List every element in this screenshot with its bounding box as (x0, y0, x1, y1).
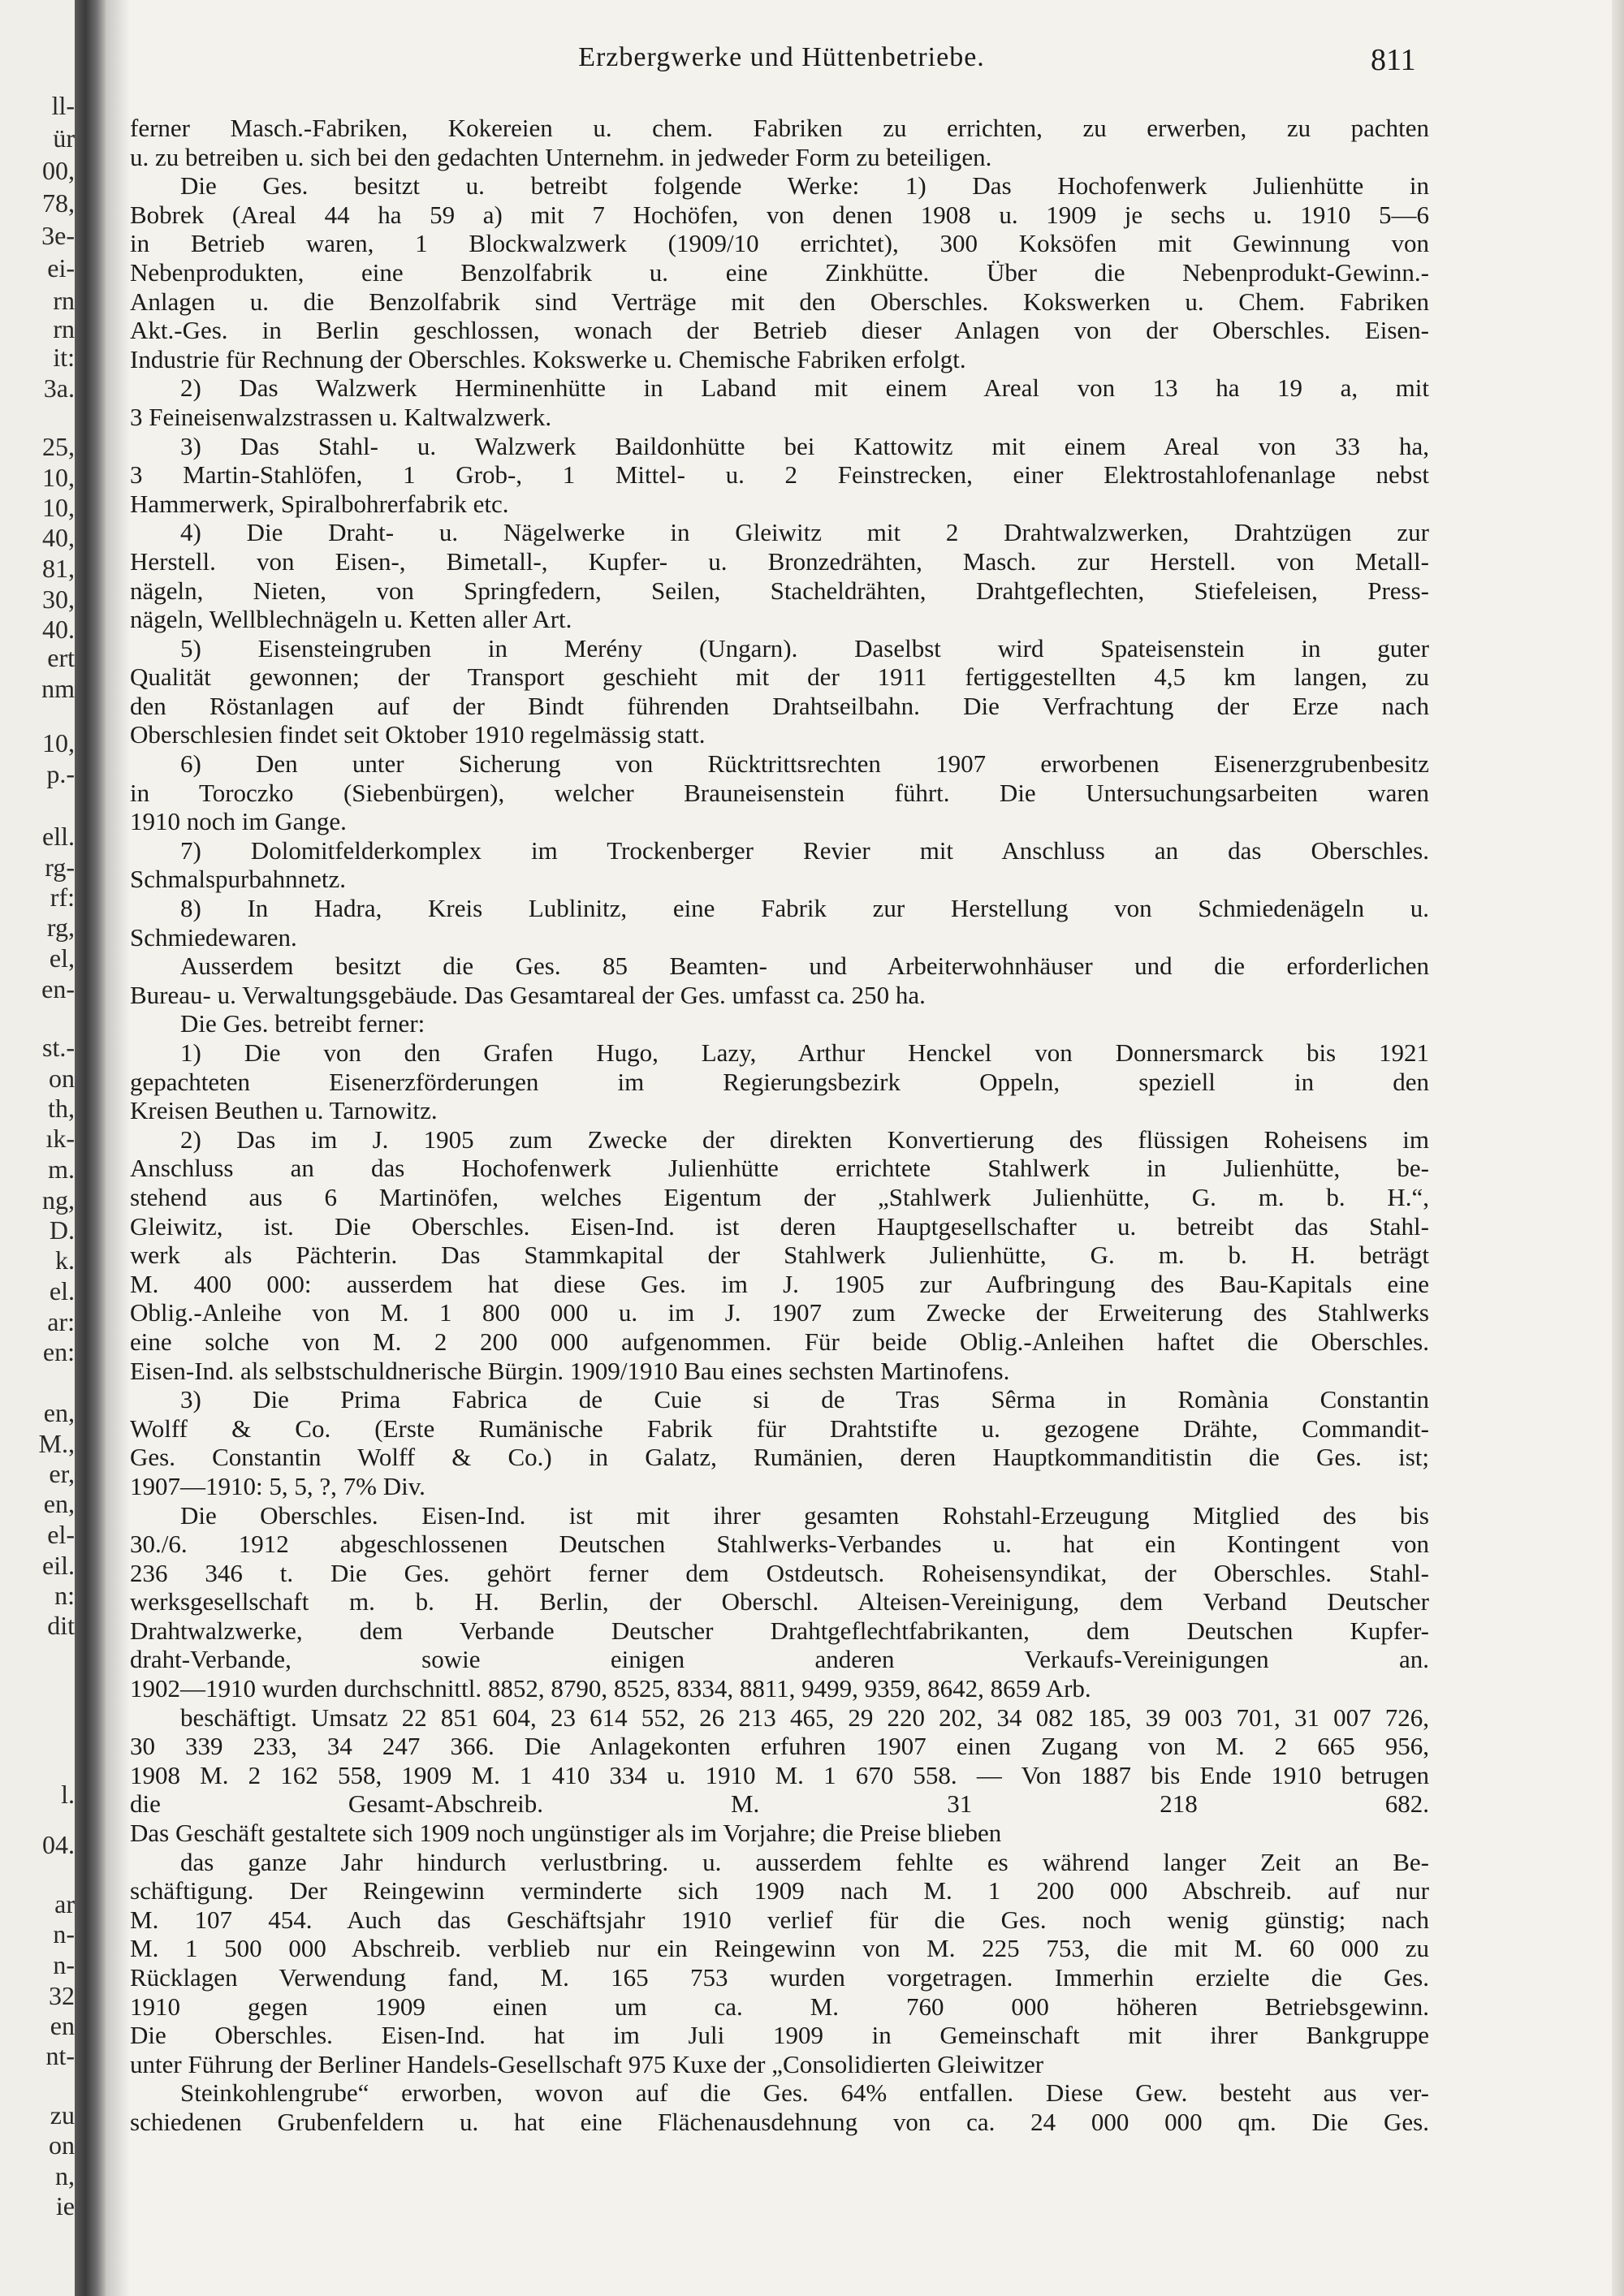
text-line: ferner Masch.-Fabriken, Kokereien u. chem. Fabriken zu errichten, zu erwerben, zu pachten (130, 114, 1429, 142)
previous-page-fragment: 25, (42, 432, 75, 461)
previous-page-fragment: ert (47, 643, 75, 672)
text-line: 6) Den unter Sicherung von Rücktrittsrechten 1907 erworbenen Eisenerzgrubenbesitz (180, 749, 1429, 779)
text-line: 2) Das im J. 1905 zum Zwecke der direkten Konvertierung des flüssigen Roheisens im (180, 1124, 1429, 1154)
text-line: Die Ges. besitzt u. betreibt folgende Werke: 1) Das Hochofenwerk Julienhütte in (180, 171, 1429, 201)
text-line: werk als Pächterin. Das Stammkapital der Stahlwerk Julienhütte, G. m. b. H. beträgt (130, 1241, 1429, 1270)
text-line: 3 Martin-Stahlöfen, 1 Grob-, 1 Mittel- u. 2 Feinstrecken, einer Elektrostahlofenanlage nebst (130, 460, 1429, 490)
text-line: 7) Dolomitfelderkomplex im Trockenberger Revier mit Anschluss an das Oberschles. (180, 835, 1429, 865)
previous-page-fragment: rg- (45, 852, 75, 882)
previous-page-fragment: ür (53, 123, 75, 153)
text-line: 30./6. 1912 abgeschlossenen Deutschen Stahlwerks-Verbandes u. hat ein Kontingent von (130, 1530, 1429, 1559)
previous-page-fragment: rn (53, 314, 75, 343)
previous-page-fragment: el- (47, 1520, 75, 1549)
previous-page-fragment: n: (54, 1581, 75, 1610)
body-text (130, 114, 1429, 2137)
previous-page-fragment: en- (41, 974, 75, 1003)
text-line: 1907—1910: 5, 5, ?, 7% Div. (130, 1471, 425, 1500)
previous-page-fragment: l. (61, 1780, 75, 1809)
previous-page-fragment: m. (48, 1154, 75, 1184)
gutter-shadow (106, 0, 130, 2296)
text-line: 1910 gegen 1909 einen um ca. M. 760 000 höheren Betriebsgewinn. (130, 1992, 1429, 2021)
previous-page-fragment: 81, (42, 554, 75, 583)
previous-page-fragment: th, (48, 1094, 75, 1123)
previous-page-fragment: ie (55, 2191, 75, 2220)
text-line: in Betrieb waren, 1 Blockwalzwerk (1909/10 errichtet), 300 Koksöfen mit Gewinnung von (130, 229, 1429, 258)
previous-page-fragment: eil. (42, 1551, 75, 1580)
text-line: Drahtwalzwerke, dem Verbande Deutscher Drahtgeflechtfabrikanten, dem Deutschen Kupfer- (130, 1616, 1429, 1645)
previous-page-fragment: 00, (42, 156, 75, 185)
text-line: werksgesellschaft m. b. H. Berlin, der Oberschl. Alteisen-Vereinigung, dem Verband Deutscher (130, 1587, 1429, 1616)
text-line: Bobrek (Areal 44 ha 59 a) mit 7 Hochöfen, von denen 1908 u. 1909 je sechs u. 1910 5—6 (130, 200, 1429, 229)
text-line: schiedenen Grubenfeldern u. hat eine Flächenausdehnung von ca. 24 000 000 qm. Die Ges. (130, 2107, 1429, 2136)
text-line: eine solche von M. 2 200 000 aufgenommen. Für beide Oblig.-Anleihen haftet die Oberschles. (130, 1327, 1429, 1356)
text-line: 3 Feineisenwalzstrassen u. Kaltwalzwerk. (130, 402, 552, 431)
previous-page-fragment: 40, (42, 523, 75, 552)
text-line: Industrie für Rechnung der Oberschles. Kokswerke u. Chemische Fabriken erfolgt. (130, 344, 966, 373)
previous-page-fragment: 32 (49, 1981, 75, 2010)
text-line: Schmalspurbahnnetz. (130, 865, 347, 894)
text-line: den Röstanlagen auf der Bindt führenden Drahtseilbahn. Die Verfrachtung der Erze nach (130, 691, 1429, 720)
text-line: schäftigung. Der Reingewinn verminderte sich 1909 nach M. 1 200 000 Abschreib. auf nur (130, 1876, 1429, 1905)
text-line: Kreisen Beuthen u. Tarnowitz. (130, 1096, 438, 1125)
previous-page-fragment: on (49, 1064, 75, 1093)
previous-page-fragment: p.- (46, 759, 75, 788)
previous-page-fragment: 10, (42, 463, 75, 492)
text-line: Die Ges. betreibt ferner: (180, 1009, 425, 1038)
text-line: Das Geschäft gestaltete sich 1909 noch ungünstiger als im Vorjahre; die Preise blieben (130, 1819, 1002, 1848)
previous-page-fragment: ar: (47, 1307, 75, 1336)
text-line: das ganze Jahr hindurch verlustbring. u. ausserdem fehlte es während langer Zeit an Be- (180, 1847, 1429, 1876)
text-line: M. 400 000: ausserdem hat diese Ges. im J. 1905 zur Aufbringung des Bau-Kapitals eine (130, 1269, 1429, 1298)
text-line: Gleiwitz, ist. Die Oberschles. Eisen-Ind. ist deren Hauptgesellschafter u. betreibt das Stahl- (130, 1211, 1429, 1241)
previous-page-fragment: el, (49, 943, 75, 973)
text-line: unter Führung der Berliner Handels-Gesellschaft 975 Kuxe der „Consolidierten Gleiwitzer (130, 2049, 1044, 2078)
text-line: M. 1 500 000 Abschreib. verblieb nur ein Reingewinn von M. 225 753, die mit M. 60 000 zu (130, 1934, 1429, 1963)
previous-page-fragment: en, (43, 1398, 75, 1427)
previous-page-fragment: ell. (42, 822, 75, 851)
page-number: 811 (1371, 43, 1416, 77)
previous-page-fragment: on (49, 2130, 75, 2160)
text-line: die Gesamt-Abschreib. M. 31 218 682. (130, 1789, 1429, 1819)
text-line: 30 339 233, 34 247 366. Die Anlagekonten erfuhren 1907 einen Zugang von M. 2 665 956, (130, 1732, 1429, 1761)
text-line: Die Oberschles. Eisen-Ind. ist mit ihrer gesamten Rohstahl-Erzeugung Mitglied des bis (180, 1500, 1429, 1530)
text-line: 2) Das Walzwerk Herminenhütte in Laband mit einem Areal von 13 ha 19 a, mit (180, 373, 1429, 403)
previous-page-fragment: 78, (42, 188, 75, 218)
text-line: 3) Das Stahl- u. Walzwerk Baildonhütte bei Kattowitz mit einem Areal von 33 ha, (180, 431, 1429, 460)
previous-page-fragment: nt- (45, 2041, 75, 2070)
previous-page-fragment: n, (55, 2161, 75, 2190)
text-line: 1902—1910 wurden durchschnittl. 8852, 8790, 8525, 8334, 8811, 9499, 9359, 8642, 8659 Arb. (130, 1674, 1091, 1703)
text-line: 8) In Hadra, Kreis Lublinitz, eine Fabrik zur Herstellung von Schmiedenägeln u. (180, 894, 1429, 923)
previous-page-fragment: rg, (46, 913, 75, 942)
text-line: 5) Eisensteingruben in Merény (Ungarn). Daselbst wird Spateisenstein in guter (180, 633, 1429, 662)
previous-page-fragment: en: (42, 1337, 75, 1366)
text-line: 3) Die Prima Fabrica de Cuie si de Tras Sêrma in Romània Constantin (180, 1385, 1429, 1414)
previous-page-fragment: nm (41, 674, 75, 703)
text-line: stehend aus 6 Martinöfen, welches Eigentum der „Stahlwerk Julienhütte, G. m. b. H.“, (130, 1182, 1429, 1211)
previous-page-fragment: rn (53, 286, 75, 315)
previous-page-fragment: ng, (42, 1185, 75, 1215)
text-line: Ausserdem besitzt die Ges. 85 Beamten- und Arbeiterwohnhäuser und die erforderlichen (180, 952, 1429, 981)
previous-page-fragment: M., (38, 1429, 75, 1458)
text-line: Akt.-Ges. in Berlin geschlossen, wonach der Betrieb dieser Anlagen von der Oberschles. Eisen- (130, 316, 1429, 345)
text-line: Anlagen u. die Benzolfabrik sind Verträge mit den Oberschles. Kokswerken u. Chem. Fabriken (130, 287, 1429, 316)
text-line: Die Oberschles. Eisen-Ind. hat im Juli 1909 in Gemeinschaft mit ihrer Bankgruppe (130, 2021, 1429, 2050)
previous-page-fragment: n- (53, 1919, 75, 1949)
text-line: Herstell. von Eisen-, Bimetall-, Kupfer- u. Bronzedrähten, Masch. zur Herstell. von Metall- (130, 546, 1429, 576)
previous-page-fragment: ar (54, 1889, 75, 1918)
text-line: in Toroczko (Siebenbürgen), welcher Brauneisenstein führt. Die Untersuchungsarbeiten waren (130, 778, 1429, 807)
previous-page-fragment: 04. (42, 1830, 75, 1859)
previous-page-fragment: n- (53, 1950, 75, 1979)
text-line: 1908 M. 2 162 558, 1909 M. 1 410 334 u. 1910 M. 1 670 558. — Von 1887 bis Ende 1910 betrugen (130, 1760, 1429, 1789)
previous-page-fragment: ık- (45, 1124, 75, 1153)
previous-page-fragment: ll- (51, 91, 75, 120)
text-line: draht-Verbande, sowie einigen anderen Verkaufs-Vereinigungen an. (130, 1645, 1429, 1674)
previous-page-fragment: zu (50, 2100, 75, 2130)
previous-page-fragment: 30, (42, 585, 75, 614)
text-line: Eisen-Ind. als selbstschuldnerische Bürgin. 1909/1910 Bau eines sechsten Martinofens. (130, 1356, 1010, 1385)
previous-page-fragment: rf: (50, 883, 75, 912)
text-line: Anschluss an das Hochofenwerk Julienhütte errichtete Stahlwerk in Julienhütte, be- (130, 1154, 1429, 1183)
previous-page-fragment: dit (47, 1611, 75, 1640)
text-line: u. zu betreiben u. sich bei den gedachten Unternehm. in jedweder Form zu beteiligen. (130, 142, 992, 171)
previous-page-fragment: 10, (42, 728, 75, 757)
previous-page-fragment: ei- (47, 253, 75, 283)
previous-page-edge (0, 0, 75, 2296)
previous-page-fragment: 3e- (41, 221, 75, 250)
previous-page-fragment: 3a. (43, 373, 75, 403)
running-header: Erzbergwerke und Hüttenbetriebe. (578, 42, 985, 72)
text-line: Steinkohlengrube“ erworben, wovon auf die Ges. 64% entfallen. Diese Gew. besteht aus ver- (180, 2078, 1429, 2108)
previous-page-fragment: D. (49, 1215, 75, 1245)
text-line: Nebenprodukten, eine Benzolfabrik u. eine Zinkhütte. Über die Nebenprodukt-Gewinn.- (130, 257, 1429, 287)
text-line: Oblig.-Anleihe von M. 1 800 000 u. im J. 1907 zum Zwecke der Erweiterung des Stahlwerks (130, 1298, 1429, 1327)
text-line: Ges. Constantin Wolff & Co.) in Galatz, Rumänien, deren Hauptkommanditistin die Ges. ist; (130, 1443, 1429, 1472)
text-line: Hammerwerk, Spiralbohrerfabrik etc. (130, 489, 509, 518)
previous-page-fragment: 40. (42, 615, 75, 644)
page-right-edge (1612, 0, 1624, 2296)
text-line: 1910 noch im Gange. (130, 807, 347, 836)
text-line: 1) Die von den Grafen Hugo, Lazy, Arthur Henckel von Donnersmarck bis 1921 (180, 1038, 1429, 1067)
text-line: gepachteten Eisenerzförderungen im Regierungsbezirk Oppeln, speziell in den (130, 1067, 1429, 1096)
text-line: M. 107 454. Auch das Geschäftsjahr 1910 verlief für die Ges. noch wenig günstig; nach (130, 1905, 1429, 1934)
previous-page-fragment: st.- (42, 1033, 75, 1062)
previous-page-fragment: er, (49, 1459, 75, 1488)
text-line: Qualität gewonnen; der Transport geschieht mit der 1911 fertiggestellten 4,5 km langen, zu (130, 662, 1429, 692)
previous-page-fragment: 10, (42, 493, 75, 522)
previous-page-fragment: it: (53, 343, 75, 372)
text-line: nägeln, Nieten, von Springfedern, Seilen, Stacheldrähten, Drahtgeflechten, Stiefeleisen, Press- (130, 576, 1429, 605)
text-line: 236 346 t. Die Ges. gehört ferner dem Ostdeutsch. Roheisensyndikat, der Oberschles. Stahl- (130, 1558, 1429, 1587)
text-line: Schmiedewaren. (130, 922, 297, 952)
previous-page-fragment: k. (55, 1245, 75, 1275)
text-line: Rücklagen Verwendung fand, M. 165 753 wurden vorgetragen. Immerhin erzielte die Ges. (130, 1963, 1429, 1992)
previous-page-fragment: en, (43, 1489, 75, 1518)
book-gutter (75, 0, 106, 2296)
text-line: nägeln, Wellblechnägeln u. Ketten aller Art. (130, 605, 572, 634)
text-line: Oberschlesien findet seit Oktober 1910 regelmässig statt. (130, 720, 706, 749)
previous-page-fragment: en (50, 2011, 75, 2040)
text-line: beschäftigt. Umsatz 22 851 604, 23 614 552, 26 213 465, 29 220 202, 34 082 185, 39 003 701, 31 007 726, (180, 1703, 1429, 1732)
previous-page-fragment: el. (49, 1276, 75, 1306)
text-line: Bureau- u. Verwaltungsgebäude. Das Gesamtareal der Ges. umfasst ca. 250 ha. (130, 980, 926, 1009)
text-line: 4) Die Draht- u. Nägelwerke in Gleiwitz mit 2 Drahtwalzwerken, Drahtzügen zur (180, 518, 1429, 547)
text-line: Wolff & Co. (Erste Rumänische Fabrik für Drahtstifte u. gezogene Drähte, Commandit- (130, 1413, 1429, 1443)
